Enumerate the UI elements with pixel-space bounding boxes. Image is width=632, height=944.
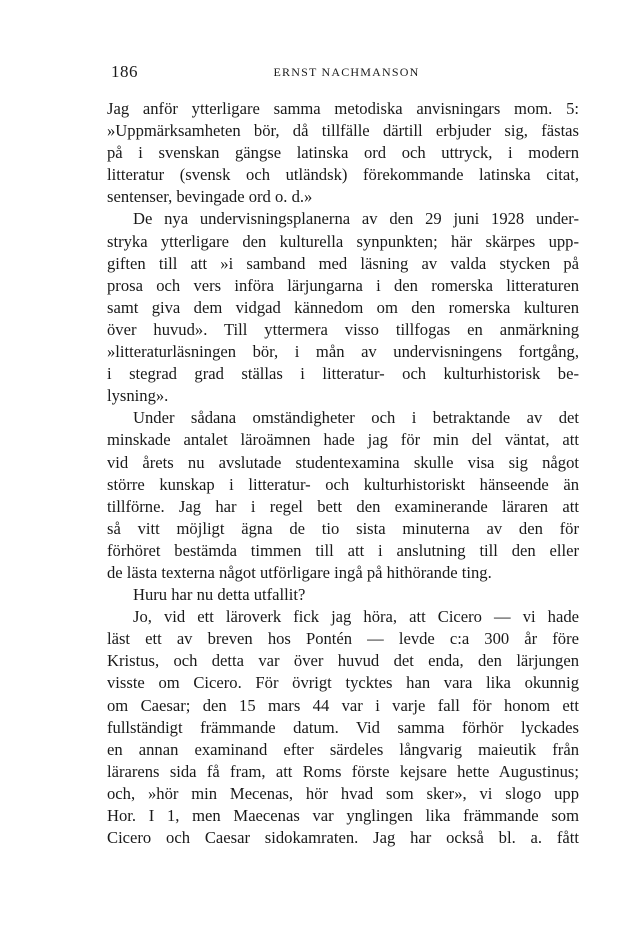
text-line: de lästa texterna något utförligare ingå på hithörande ting. [107, 562, 492, 582]
page-number: 186 [111, 62, 138, 81]
text-line: Cicero och Caesar sidokamraten. Jag har också bl. a. fått [107, 828, 579, 848]
text-line: läst ett av breven hos Pontén — levde c:a 300 år före [107, 629, 579, 649]
text-line: lysning». [107, 386, 169, 406]
text-line: större kunskap i litteratur- och kulturhistoriskt hänseende än [107, 474, 579, 494]
text-line: samt giva dem vidgad kännedom om den romerska kulturen [107, 297, 579, 317]
text-line: Hor. I 1, men Maecenas var ynglingen lika främmande som [107, 806, 579, 825]
text-line: giften till att »i samband med läsning av valda stycken på [107, 253, 579, 273]
text-line: om Caesar; den 15 mars 44 var i varje fall för honom ett [107, 695, 579, 715]
text-line: minskade antalet läroämnen hade jag för min del väntat, att [107, 430, 579, 450]
paragraph-1 [107, 98, 579, 208]
text-line: över huvud». Till yttermera visso tillfogas en anmärkning [107, 319, 579, 339]
text-line: fullständigt främmande datum. Vid samma förhör lyckades [107, 717, 579, 737]
text-line: tillförne. Jag har i regel bett den examinerande läraren att [107, 496, 579, 516]
text-line: så vitt möjligt ägna de tio sista minuterna av den för [107, 518, 579, 538]
text-line: i stegrad grad ställas i litteratur- och kulturhistorisk be- [107, 364, 579, 384]
text-line: på i svenskan gängse latinska ord och uttryck, i modern [107, 143, 579, 163]
text-line: sentenser, bevingade ord o. d.» [107, 187, 313, 207]
paragraph-5 [107, 606, 579, 849]
text-line: vid årets nu avslutade studentexamina skulle visa sig något [107, 452, 579, 472]
page-header [111, 62, 582, 84]
text-line: »Uppmärksamheten bör, då tillfälle därtill erbjuder sig, fästas [107, 121, 579, 141]
text-line: och, »hör min Mecenas, hör hvad som sker», vi slogo upp [107, 783, 579, 803]
text-line: förhöret bestämda timmen till att i anslutning till den eller [107, 540, 579, 560]
text-line: lärarens sida få fram, att Roms förste kejsare hette Augustinus; [107, 761, 579, 781]
text-line: De nya undervisningsplanerna av den 29 juni 1928 under- [133, 209, 579, 229]
text-line: litteratur (svensk och utländsk) förekommande latinska citat, [107, 165, 579, 185]
running-head: ERNST NACHMANSON [273, 65, 420, 79]
paragraph-4 [107, 584, 579, 606]
text-line: Under sådana omständigheter och i betraktande av det [133, 408, 579, 428]
text-line: stryka ytterligare den kulturella synpunkten; här skärpes upp- [107, 231, 579, 251]
paragraph-2 [107, 208, 579, 407]
text-line: Kristus, och detta var över huvud det enda, den lärjungen [107, 651, 579, 671]
text-line: visste om Cicero. För övrigt tycktes han vara lika okunnig [107, 673, 579, 693]
text-line: prosa och vers införa lärjungarna i den romerska litteraturen [107, 275, 579, 295]
paragraph-3 [107, 407, 579, 584]
text-line: Jo, vid ett läroverk fick jag höra, att Cicero — vi hade [133, 607, 579, 627]
text-line: Jag anför ytterligare samma metodiska anvisningars mom. 5: [107, 99, 579, 118]
text-line: en annan examinand efter särdeles långvarig maieutik från [107, 739, 579, 759]
body-text [107, 98, 579, 849]
text-line: »litteraturläsningen bör, i mån av undervisningens fortgång, [107, 342, 579, 362]
text-line: Huru har nu detta utfallit? [133, 585, 306, 605]
